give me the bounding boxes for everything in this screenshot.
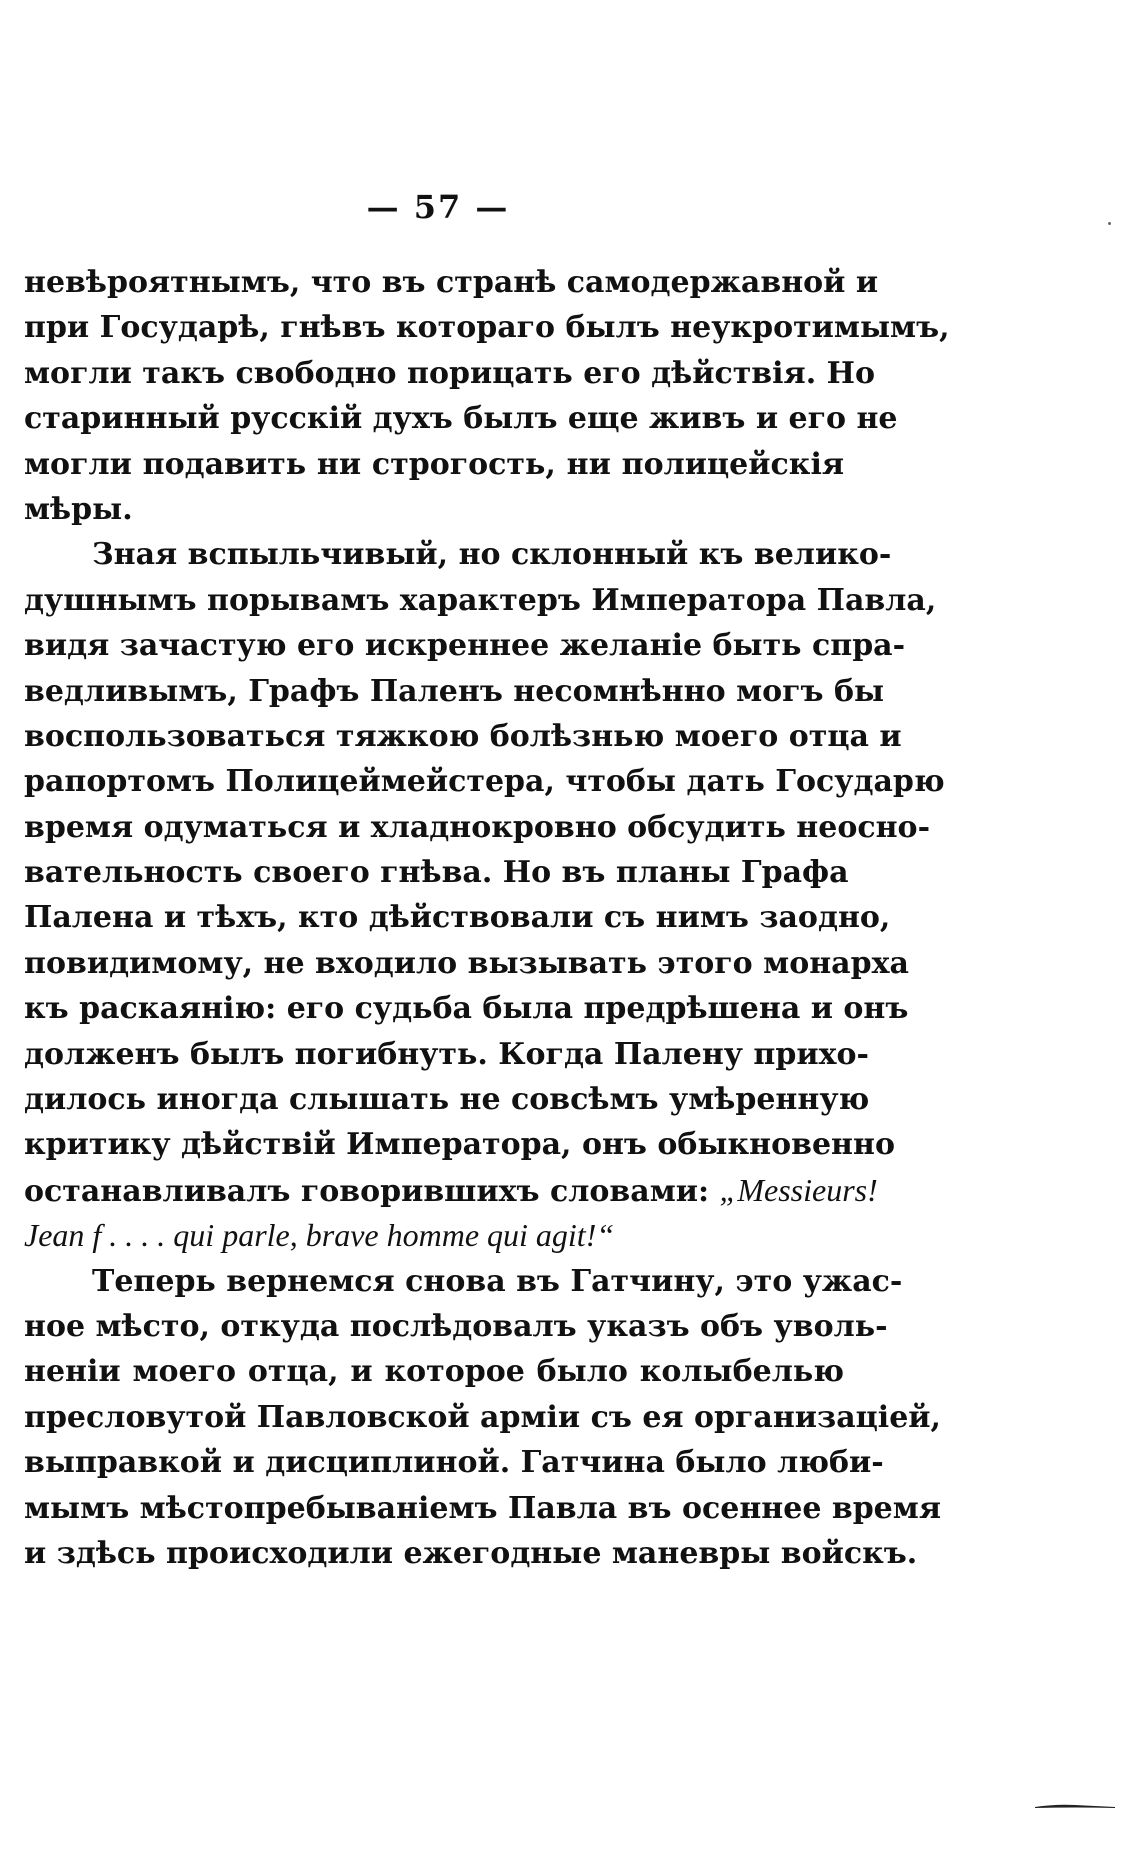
text-line: долженъ былъ погибнуть. Когда Палену прихо- [24,1036,869,1072]
text-line: дилось иногда слышать не совсѣмъ умѣренную [24,1082,870,1118]
text-line-with-quote [24,1168,878,1213]
text-line: къ раскаянію: его судьба была предрѣшена и онъ [24,991,909,1027]
text-line: и здѣсь происходили ежегодные маневры войскъ. [24,1535,918,1571]
quote-line: Jean f . . . . qui parle, brave homme qui agit!“ [24,1217,615,1254]
text-fragment: останавливалъ говорившихъ словами: [24,1173,710,1209]
text-line: душнымъ порывамъ характеръ Императора Павла, [24,582,937,618]
text-line: воспользоваться тяжкою болѣзнью моего отца и [24,718,902,754]
text-line: старинный русскій духъ былъ еще живъ и его не [24,401,898,437]
body-text [24,260,950,1576]
scan-mark [1035,1803,1115,1809]
text-line: мымъ мѣстопребываніемъ Павла въ осеннее время [24,1490,941,1526]
scan-speck [1108,222,1111,225]
text-line: ное мѣсто, откуда послѣдовалъ указъ объ уволь- [24,1308,888,1344]
text-line: время одуматься и хладнокровно обсудить неосно- [24,809,931,845]
text-line: выправкой и дисциплиной. Гатчина было люби- [24,1445,884,1481]
text-line: могли такъ свободно порицать его дѣйствія. Но [24,355,875,391]
text-line: рапортомъ Полицеймейстера, чтобы дать Государю [24,764,945,800]
text-line: критику дѣйствій Императора, онъ обыкновенно [24,1127,895,1163]
text-line: видя зачастую его искреннее желаніе быть спра- [24,628,906,664]
page-number: — 57 — [366,188,510,226]
text-line: вательность своего гнѣва. Но въ планы Графа [24,855,849,891]
text-line: повидимому, не входило вызывать этого монарха [24,945,909,981]
text-line: Палена и тѣхъ, кто дѣйствовали съ нимъ заодно, [24,900,891,936]
text-line: могли подавить ни строгость, ни полицейскія [24,446,844,482]
paragraph-start-line: Теперь вернемся снова въ Гатчину, это ужас- [92,1263,903,1299]
text-line: неніи моего отца, и которое было колыбелью [24,1354,844,1390]
quote-fragment: „Messieurs! [719,1171,878,1208]
text-line: пресловутой Павловской арміи съ ея организаціей, [24,1399,941,1435]
paragraph-start-line: Зная вспыльчивый, но склонный къ велико- [92,537,892,573]
text-line: при Государѣ, гнѣвъ котораго былъ неукротимымъ, [24,310,950,346]
text-line: мѣры. [24,491,133,527]
text-line: ведливымъ, Графъ Паленъ несомнѣнно могъ бы [24,673,885,709]
text-line: невѣроятнымъ, что въ странѣ самодержавной и [24,265,879,300]
